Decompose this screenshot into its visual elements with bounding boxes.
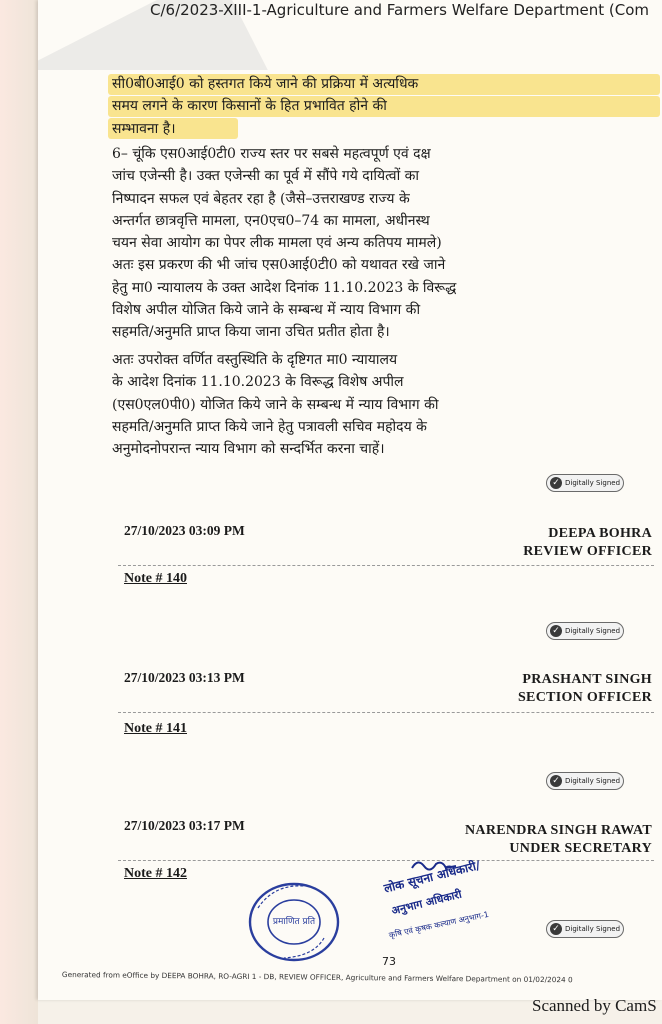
- text-line: अतः उपरोक्त वर्णित वस्तुस्थिति के दृष्टिगत मा0 न्यायालय: [112, 352, 398, 368]
- signatory-block: [465, 822, 652, 858]
- note-number: Note # 142: [124, 866, 187, 881]
- text-line: चयन सेवा आयोग का पेपर लीक मामला एवं अन्य कतिपय मामले): [112, 235, 442, 252]
- digitally-signed-badge[interactable]: [546, 474, 624, 492]
- signature-timestamp: 27/10/2023 03:13 PM: [124, 670, 245, 685]
- signatory-designation: SECTION OFFICER: [517, 690, 652, 705]
- text-line: निष्पादन सफल एवं बेहतर रहा है (जैसे–उत्तराखण्ड राज्य के: [112, 190, 410, 207]
- eoffice-footer: Generated from eOffice by DEEPA BOHRA, RO-AGRI 1 - DB, REVIEW OFFICER, Agriculture and Farmers Welfare Department on 01/02/2024 0: [61, 970, 573, 985]
- badge-label: Digitally Signed: [565, 925, 621, 933]
- officer-stamp-line: लोक सूचना अधिकारी/: [382, 858, 482, 896]
- digitally-signed-badge[interactable]: [546, 772, 624, 790]
- signatory-designation: REVIEW OFFICER: [523, 544, 652, 559]
- signature-timestamp: 27/10/2023 03:17 PM: [124, 818, 245, 833]
- officer-stamp-line: कृषि एवं कृषक कल्याण अनुभाग-1: [388, 909, 490, 940]
- divider: [118, 860, 654, 861]
- checkmark-icon: ✓: [550, 625, 562, 637]
- scan-background: [0, 0, 38, 1024]
- paragraph-6: [112, 143, 652, 344]
- signatory-name: PRASHANT SINGH: [522, 672, 652, 687]
- checkmark-icon: ✓: [550, 923, 562, 935]
- scanner-watermark: Scanned by CamS: [532, 996, 657, 1015]
- badge-label: Digitally Signed: [565, 627, 621, 635]
- text-line: अन्तर्गत छात्रवृत्ति मामला, एन0एच0–74 का मामला, अधीनस्थ: [112, 212, 430, 229]
- signatory-name: NARENDRA SINGH RAWAT: [465, 823, 652, 838]
- divider: [118, 712, 654, 713]
- text-line: अनुमोदनोपरान्त न्याय विभाग को सन्दर्भित करना चाहें।: [112, 441, 385, 458]
- badge-label: Digitally Signed: [565, 777, 621, 785]
- badge-label: Digitally Signed: [565, 479, 621, 487]
- intro-paragraph: [112, 73, 652, 140]
- text-line: सहमति/अनुमति प्राप्त किया जाना उचित प्रतीत होता है।: [112, 324, 390, 341]
- text-line: हेतु मा0 न्यायालय के उक्त आदेश दिनांक 11.10.2023 के विरूद्ध: [112, 279, 457, 296]
- text-line: सम्भावना है।: [112, 120, 176, 137]
- text-line: (एस0एल0पी0) योजित किये जाने के सम्बन्ध में न्याय विभाग की: [112, 396, 439, 413]
- digitally-signed-badge[interactable]: [546, 920, 624, 938]
- text-line: के आदेश दिनांक 11.10.2023 के विरूद्ध विशेष अपील: [112, 374, 404, 391]
- final-paragraph: [112, 349, 652, 460]
- checkmark-icon: ✓: [550, 775, 562, 787]
- text-line: सहमति/अनुमति प्राप्त किये जाने हेतु पत्रावली सचिव महोदय के: [112, 418, 427, 435]
- signatory-block: [523, 525, 652, 561]
- text-line: 6– चूंकि एस0आई0टी0 राज्य स्तर पर सबसे महत्वपूर्ण एवं दक्ष: [112, 146, 431, 162]
- page-number: 73: [382, 955, 396, 968]
- divider: [118, 565, 654, 566]
- signature-timestamp: 27/10/2023 03:09 PM: [124, 523, 245, 538]
- note-number: Note # 140: [124, 571, 187, 586]
- signatory-designation: UNDER SECRETARY: [509, 841, 652, 856]
- officer-stamp-line: अनुभाग अधिकारी: [390, 887, 464, 918]
- text-line: विशेष अपील योजित किये जाने के सम्बन्ध में न्याय विभाग की: [112, 302, 421, 319]
- office-seal-stamp: [244, 878, 344, 962]
- text-line: जांच एजेन्सी है। उक्त एजेन्सी का पूर्व में सौंपे गये दायित्वों का: [112, 168, 420, 185]
- digitally-signed-badge[interactable]: [546, 622, 624, 640]
- file-reference: C/6/2023-XIII-1-Agriculture and Farmers Welfare Department (Com: [150, 1, 650, 19]
- text-line: सी0बी0आई0 को हस्तगत किये जाने की प्रक्रिया में अत्यधिक: [112, 76, 419, 92]
- checkmark-icon: ✓: [550, 477, 562, 489]
- text-line: अतः इस प्रकरण की भी जांच एस0आई0टी0 को यथावत रखे जाने: [112, 257, 446, 274]
- note-number: Note # 141: [124, 721, 187, 736]
- signatory-block: [518, 671, 652, 707]
- text-line: समय लगने के कारण किसानों के हित प्रभावित होने की: [112, 98, 387, 115]
- signatory-name: DEEPA BOHRA: [548, 526, 652, 541]
- stamp-text: प्रमाणित प्रति: [272, 917, 316, 927]
